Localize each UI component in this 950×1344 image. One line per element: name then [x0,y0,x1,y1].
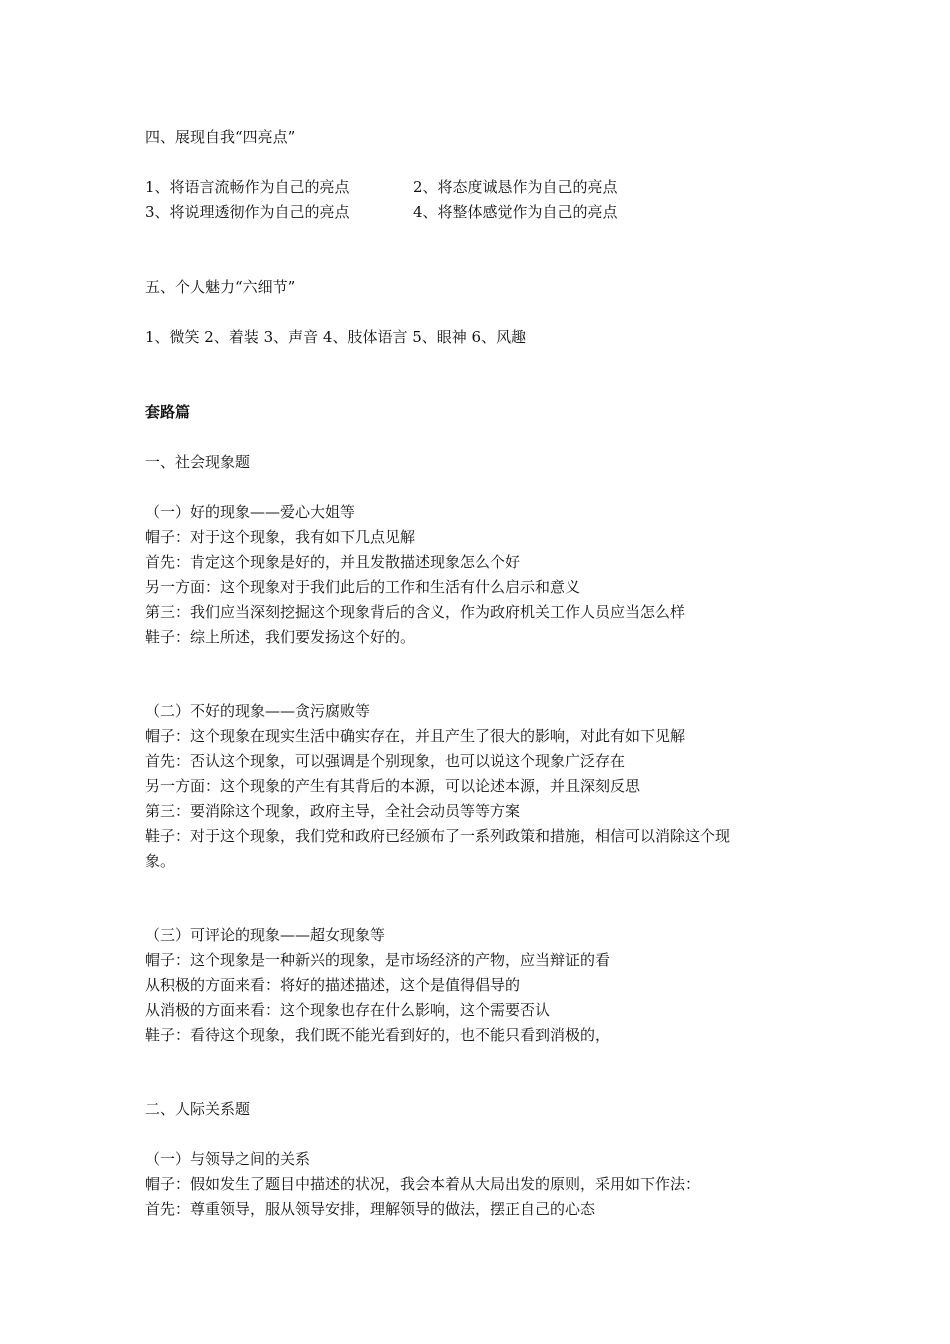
section4-row2 [145,202,825,222]
leader-line: 首先：尊重领导，服从领导安排，理解领导的做法，摆正自己的心态 [145,1200,596,1218]
section4-item-4: 4、将整体感觉作为自己的亮点 [413,203,618,221]
debatable-line: 从消极的方面来看：这个现象也存在什么影响，这个需要否认 [145,1001,551,1019]
debatable-line: 从积极的方面来看：将好的描述描述，这个是值得倡导的 [145,976,521,994]
section4-heading: 四、展现自我“四亮点” [145,128,296,146]
bad-line: 另一方面：这个现象的产生有其背后的本源，可以论述本源，并且深刻反思 [145,777,641,795]
good-line: 帽子：对于这个现象，我有如下几点见解 [145,528,416,546]
section4-item-1: 1、将语言流畅作为自己的亮点 [145,178,350,196]
good-line: 另一方面：这个现象对于我们此后的工作和生活有什么启示和意义 [145,578,581,596]
section4-item-2: 2、将态度诚恳作为自己的亮点 [413,178,618,196]
good-line: 鞋子：综上所述，我们要发扬这个好的。 [145,628,416,646]
part-title: 套路篇 [145,403,191,421]
debatable-title: （三）可评论的现象——超女现象等 [145,926,386,944]
bad-line: 帽子：这个现象在现实生活中确实存在，并且产生了很大的影响，对此有如下见解 [145,727,686,745]
section4-item-3: 3、将说理透彻作为自己的亮点 [145,203,350,221]
good-line: 首先：肯定这个现象是好的，并且发散描述现象怎么个好 [145,553,521,571]
good-title: （一）好的现象——爱心大姐等 [145,503,356,521]
leader-title: （一）与领导之间的关系 [145,1150,311,1168]
bad-line: 首先：否认这个现象，可以强调是个别现象，也可以说这个现象广泛存在 [145,752,626,770]
section5-items: 1、微笑 2、着装 3、声音 4、肢体语言 5、眼神 6、风趣 [145,328,527,346]
bad-line: 鞋子：对于这个现象，我们党和政府已经颁布了一系列政策和措施，相信可以消除这个现 [145,827,731,845]
leader-line: 帽子：假如发生了题目中描述的状况，我会本着从大局出发的原则，采用如下作法： [145,1175,701,1193]
social-heading: 一、社会现象题 [145,453,251,471]
section4-row1 [145,177,825,197]
bad-line: 第三：要消除这个现象，政府主导，全社会动员等等方案 [145,802,521,820]
debatable-line: 鞋子：看待这个现象，我们既不能光看到好的，也不能只看到消极的， [145,1026,611,1044]
bad-line: 象。 [145,852,176,870]
debatable-line: 帽子：这个现象是一种新兴的现象，是市场经济的产物，应当辩证的看 [145,951,611,969]
interpersonal-heading: 二、人际关系题 [145,1100,251,1118]
bad-title: （二）不好的现象——贪污腐败等 [145,702,371,720]
section5-heading: 五、个人魅力“六细节” [145,278,296,296]
good-line: 第三：我们应当深刻挖掘这个现象背后的含义，作为政府机关工作人员应当怎么样 [145,603,686,621]
